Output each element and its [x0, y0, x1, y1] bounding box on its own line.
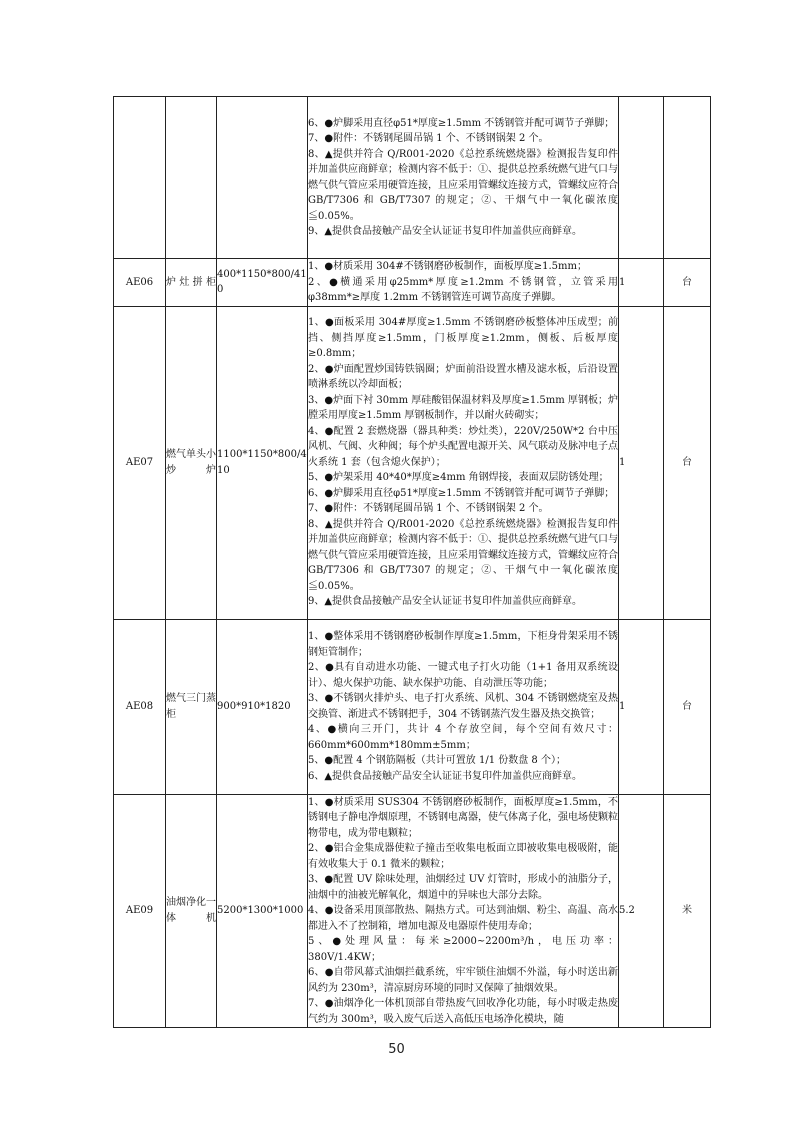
item-quantity: 1 — [619, 619, 664, 794]
spec-line: 7、●附件：不锈钢尾圆吊锅 1 个、不锈钢锅架 2 个。 — [308, 133, 549, 144]
item-unit: 米 — [664, 794, 711, 1028]
spec-line: 4、●横向三开门，共计 4 个存放空间，每个空间有效尺寸：660mm*600mm*180mm±5mm； — [308, 724, 618, 751]
table-row — [114, 259, 711, 307]
spec-line: 7、●油烟净化一体机顶部自带热废气回收净化功能，每小时吸走热废气约为 300m³，吸入废气后送入高低压电场净化模块，随 — [308, 998, 618, 1025]
equipment-spec-table — [113, 96, 711, 1028]
item-size — [217, 97, 308, 259]
item-name: 燃气三门蒸柜 — [166, 619, 217, 794]
item-code: AE09 — [114, 794, 166, 1028]
spec-line: 9、▲提供食品接触产品安全认证证书复印件加盖供应商鲜章。 — [308, 596, 583, 608]
spec-line: 2、●炉面配置炒国铸铁锅圈；炉面前沿设置水槽及滤水板，后沿设置喷淋系统以冷却面板； — [308, 363, 618, 391]
item-size: 1100*1150*800/410 — [217, 306, 308, 619]
spec-line: 1、●材质采用 SUS304 不锈钢磨砂板制作，面板厚度≥1.5mm，不锈钢电子静电净烟原理，不锈钢电离器，使气体离子化，强电场使颗粒物带电，成为带电颗粒； — [308, 796, 618, 839]
table-row — [114, 619, 711, 794]
item-unit: 台 — [664, 306, 711, 619]
spec-line: 3、●炉面下衬 30mm 厚硅酸铝保温材料及厚度≥1.5mm 厚钢板；炉膛采用厚度≥1.5mm 厚钢板制作，并以耐火砖砌实； — [308, 394, 618, 422]
spec-line: 2、●铝合金集成器使粒子撞击至收集电板面立即被收集电极吸附，能有效收集大于 0.1 微米的颗粒； — [308, 843, 618, 870]
item-size: 400*1150*800/410 — [217, 259, 308, 307]
item-name: 燃气单头小炒炉 — [166, 306, 217, 619]
spec-line: 1、●材质采用 304#不锈钢磨砂板制作，面板厚度≥1.5mm； — [308, 261, 587, 272]
spec-line: 6、●炉脚采用直径φ51*厚度≥1.5mm 不锈钢管并配可调节子弹脚； — [308, 117, 615, 129]
item-size: 900*910*1820 — [217, 619, 308, 794]
spec-line: 5、●配置 4 个钢筋隔板（共计可置放 1/1 份数盘 8 个）； — [308, 755, 566, 766]
item-code: AE07 — [114, 306, 166, 619]
item-description — [308, 794, 619, 1028]
item-unit: 台 — [664, 619, 711, 794]
item-description — [308, 97, 619, 259]
spec-line: 3、●配置 UV 除味处理，油烟经过 UV 灯管时，形成小的油脂分子，油烟中的油被光解氧化，烟道中的异味也大部分去除。 — [308, 874, 618, 901]
page-number: 50 — [388, 1042, 405, 1057]
spec-line: 8、▲提供并符合 Q/R001-2020《总控系统燃烧器》检测报告复印件并加盖供应商鲜章；检测内容不低于：①、提供总控系统燃气进气口与燃气供气管应采用硬管连接，且应采用管螺纹连接方式，管螺纹应符合 GB/T7306 和 GB/T7307 的规定；②、干烟气中一氧化碳浓度≦0.05%。 — [308, 518, 618, 592]
item-size: 5200*1300*1000 — [217, 794, 308, 1028]
spec-line: 9、▲提供食品接触产品安全认证证书复印件加盖供应商鲜章。 — [308, 226, 583, 237]
item-code — [114, 97, 166, 259]
spec-line: 6、●炉脚采用直径φ51*厚度≥1.5mm 不锈钢管并配可调节子弹脚； — [308, 487, 615, 499]
item-unit — [664, 97, 711, 259]
spec-line: 3、●不锈钢火排炉头、电子打火系统、风机、304 不锈钢燃烧室及热交换管、渐进式不锈钢把手，304 不锈钢蒸汽发生器及热交换管； — [308, 693, 618, 720]
spec-line: 7、●附件：不锈钢尾圆吊锅 1 个、不锈钢锅架 2 个。 — [308, 503, 549, 515]
item-description — [308, 619, 619, 794]
spec-line: 4、●设备采用顶部散热、隔热方式。可达到油烟、粉尘、高温、高水都进入不了控制箱，增加电源及电器原件使用寿命； — [308, 905, 618, 932]
spec-line: 6、●自带风幕式油烟拦截系统，牢牢锁住油烟不外溢，每小时送出新风约为 230m³，清凉厨房环境的同时又保障了抽烟效果。 — [308, 967, 618, 994]
item-quantity — [619, 97, 664, 259]
spec-line: 4、●配置 2 套燃烧器（器具种类：炒灶类），220V/250W*2 台中压风机、气阀、火种阀；每个炉头配置电源开关、风气联动及脉冲电子点火系统 1 套（包含熄火保护）； — [308, 425, 618, 468]
spec-line: 6、▲提供食品接触产品安全认证证书复印件加盖供应商鲜章。 — [308, 770, 583, 782]
spec-line: 5、●炉架采用 40*40*厚度≥4mm 角钢焊接，表面双层防锈处理； — [308, 472, 609, 484]
table-row — [114, 97, 711, 259]
spec-line: 5、●处理风量：每米≥2000~2200m³/h，电压功率：380V/1.4KW； — [308, 936, 618, 963]
item-name: 油烟净化一体机 — [166, 794, 217, 1028]
item-unit: 台 — [664, 259, 711, 307]
spec-line: 2、●具有自动进水功能、一键式电子打火功能（1+1 备用双系统设计）、熄火保护功能、缺水保护功能、自动泄压等功能； — [308, 662, 618, 689]
spec-line: 8、▲提供并符合 Q/R001-2020《总控系统燃烧器》检测报告复印件并加盖供应商鲜章；检测内容不低于：①、提供总控系统燃气进气口与燃气供气管应采用硬管连接，且应采用管螺纹连接方式，管螺纹应符合 GB/T7306 和 GB/T7307 的规定；②、干烟气中一氧化碳浓度≦0.05%。 — [308, 148, 618, 222]
item-code: AE06 — [114, 259, 166, 307]
table-row — [114, 794, 711, 1028]
item-description — [308, 259, 619, 307]
spec-line: 2、●横通采用φ25mm*厚度≥1.2mm 不锈钢管，立管采用φ38mm*≥厚度 1.2mm 不锈钢管连可调节高度子弹脚。 — [308, 276, 618, 303]
item-name: 炉灶拼柜 — [166, 259, 217, 307]
item-code: AE08 — [114, 619, 166, 794]
item-description — [308, 306, 619, 619]
item-quantity: 1 — [619, 259, 664, 307]
item-quantity: 5.2 — [619, 794, 664, 1028]
item-name — [166, 97, 217, 259]
table-row — [114, 306, 711, 619]
spec-line: 1、●整体采用不锈钢磨砂板制作厚度≥1.5mm，下柜身骨架采用不锈钢矩管制作； — [308, 631, 618, 658]
item-quantity: 1 — [619, 306, 664, 619]
spec-line: 1、●面板采用 304#厚度≥1.5mm 不锈钢磨砂板整体冲压成型；前挡、侧挡厚度≥1.5mm，门板厚度≥1.2mm，侧板、后板厚度≥0.8mm； — [308, 317, 618, 360]
